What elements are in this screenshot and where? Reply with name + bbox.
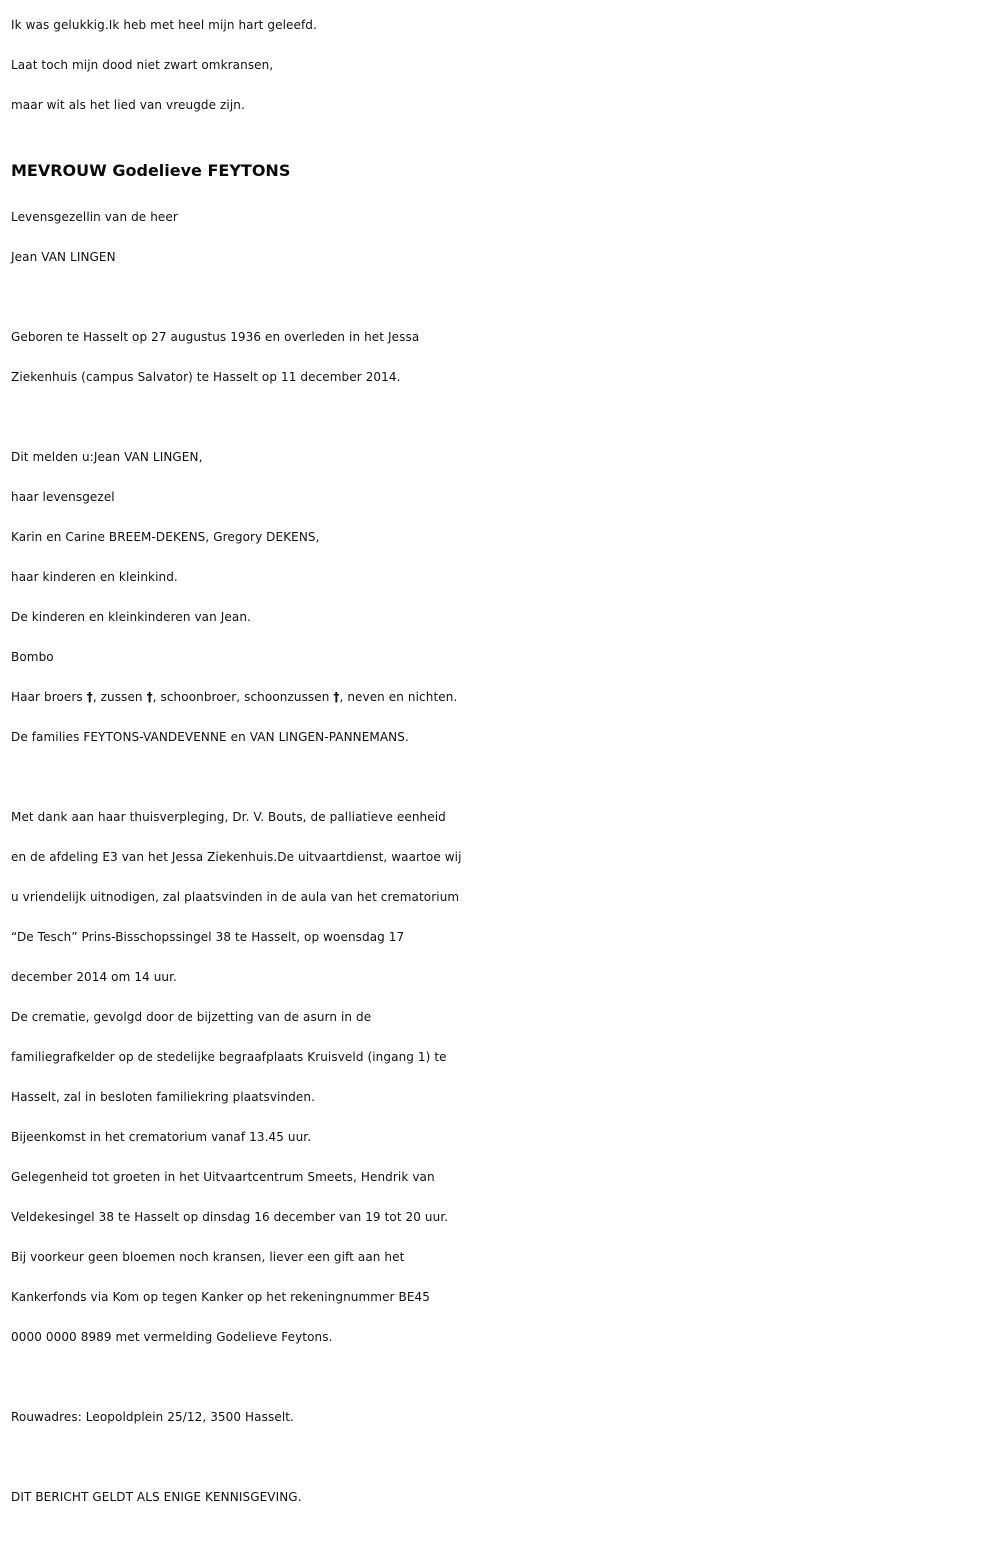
detail-line: u vriendelijk uitnodigen, zal plaatsvinden in de aula van het crematorium bbox=[11, 890, 460, 904]
detail-line: Bijeenkomst in het crematorium vanaf 13.45 uur. bbox=[11, 1130, 312, 1144]
announcer-line: De kinderen en kleinkinderen van Jean. bbox=[11, 610, 251, 624]
detail-line: Kankerfonds via Kom op tegen Kanker op het rekeningnummer BE45 bbox=[11, 1290, 430, 1304]
birth-death-line: Geboren te Hasselt op 27 augustus 1936 en overleden in het Jessa bbox=[11, 330, 420, 344]
spacer bbox=[11, 1437, 996, 1477]
cross-icon: † bbox=[333, 690, 340, 704]
spacer bbox=[11, 757, 996, 797]
siblings-text: , zussen bbox=[92, 690, 147, 704]
announcer-line: Dit melden u:Jean VAN LINGEN, bbox=[11, 450, 203, 464]
poem-line: maar wit als het lied van vreugde zijn. bbox=[11, 98, 245, 112]
spacer bbox=[11, 397, 996, 437]
poem-line: Laat toch mijn dood niet zwart omkransen, bbox=[11, 58, 274, 72]
announcer-line: Karin en Carine BREEM-DEKENS, Gregory DEKENS, bbox=[11, 530, 320, 544]
spacer bbox=[11, 1357, 996, 1397]
families-line: De families FEYTONS-VANDEVENNE en VAN LINGEN-PANNEMANS. bbox=[11, 730, 409, 744]
detail-line: De crematie, gevolgd door de bijzetting van de asurn in de bbox=[11, 1010, 372, 1024]
ceremony-details bbox=[11, 797, 996, 1357]
detail-line: Gelegenheid tot groeten in het Uitvaartcentrum Smeets, Hendrik van bbox=[11, 1170, 435, 1184]
announcer-line: haar levensgezel bbox=[11, 490, 115, 504]
spacer bbox=[11, 277, 996, 317]
siblings-text: Haar broers bbox=[11, 690, 87, 704]
announcer-line: haar kinderen en kleinkind. bbox=[11, 570, 178, 584]
partner-line: Levensgezellin van de heer bbox=[11, 210, 178, 224]
birth-death-info bbox=[11, 317, 996, 397]
partner-info bbox=[11, 197, 996, 277]
siblings-line bbox=[11, 677, 996, 717]
announcer-line: Bombo bbox=[11, 650, 54, 664]
announced-by bbox=[11, 437, 996, 757]
sole-notice: DIT BERICHT GELDT ALS ENIGE KENNISGEVING. bbox=[11, 1490, 302, 1504]
cross-icon: † bbox=[146, 690, 153, 704]
detail-line: Met dank aan haar thuisverpleging, Dr. V. Bouts, de palliatieve eenheid bbox=[11, 810, 446, 824]
cross-icon: † bbox=[86, 690, 93, 704]
poem bbox=[11, 5, 996, 125]
siblings-text: , schoonbroer, schoonzussen bbox=[152, 690, 334, 704]
detail-line: familiegrafkelder op de stedelijke begraafplaats Kruisveld (ingang 1) te bbox=[11, 1050, 447, 1064]
detail-line: Hasselt, zal in besloten familiekring plaatsvinden. bbox=[11, 1090, 316, 1104]
siblings-text: , neven en nichten. bbox=[339, 690, 458, 704]
obituary-notice bbox=[11, 5, 996, 1517]
birth-death-line: Ziekenhuis (campus Salvator) te Hasselt op 11 december 2014. bbox=[11, 370, 401, 384]
detail-line: Veldekesingel 38 te Hasselt op dinsdag 16 december van 19 tot 20 uur. bbox=[11, 1210, 449, 1224]
detail-line: december 2014 om 14 uur. bbox=[11, 970, 177, 984]
detail-line: Bij voorkeur geen bloemen noch kransen, liever een gift aan het bbox=[11, 1250, 405, 1264]
partner-line: Jean VAN LINGEN bbox=[11, 250, 116, 264]
detail-line: 0000 0000 8989 met vermelding Godelieve Feytons. bbox=[11, 1330, 333, 1344]
mourning-address: Rouwadres: Leopoldplein 25/12, 3500 Hasselt. bbox=[11, 1410, 294, 1424]
detail-line: “De Tesch” Prins-Bisschopssingel 38 te Hasselt, op woensdag 17 bbox=[11, 930, 405, 944]
deceased-name: MEVROUW Godelieve FEYTONS bbox=[11, 161, 291, 180]
poem-line: Ik was gelukkig.Ik heb met heel mijn hart geleefd. bbox=[11, 18, 317, 32]
detail-line: en de afdeling E3 van het Jessa Ziekenhuis.De uitvaartdienst, waartoe wij bbox=[11, 850, 462, 864]
